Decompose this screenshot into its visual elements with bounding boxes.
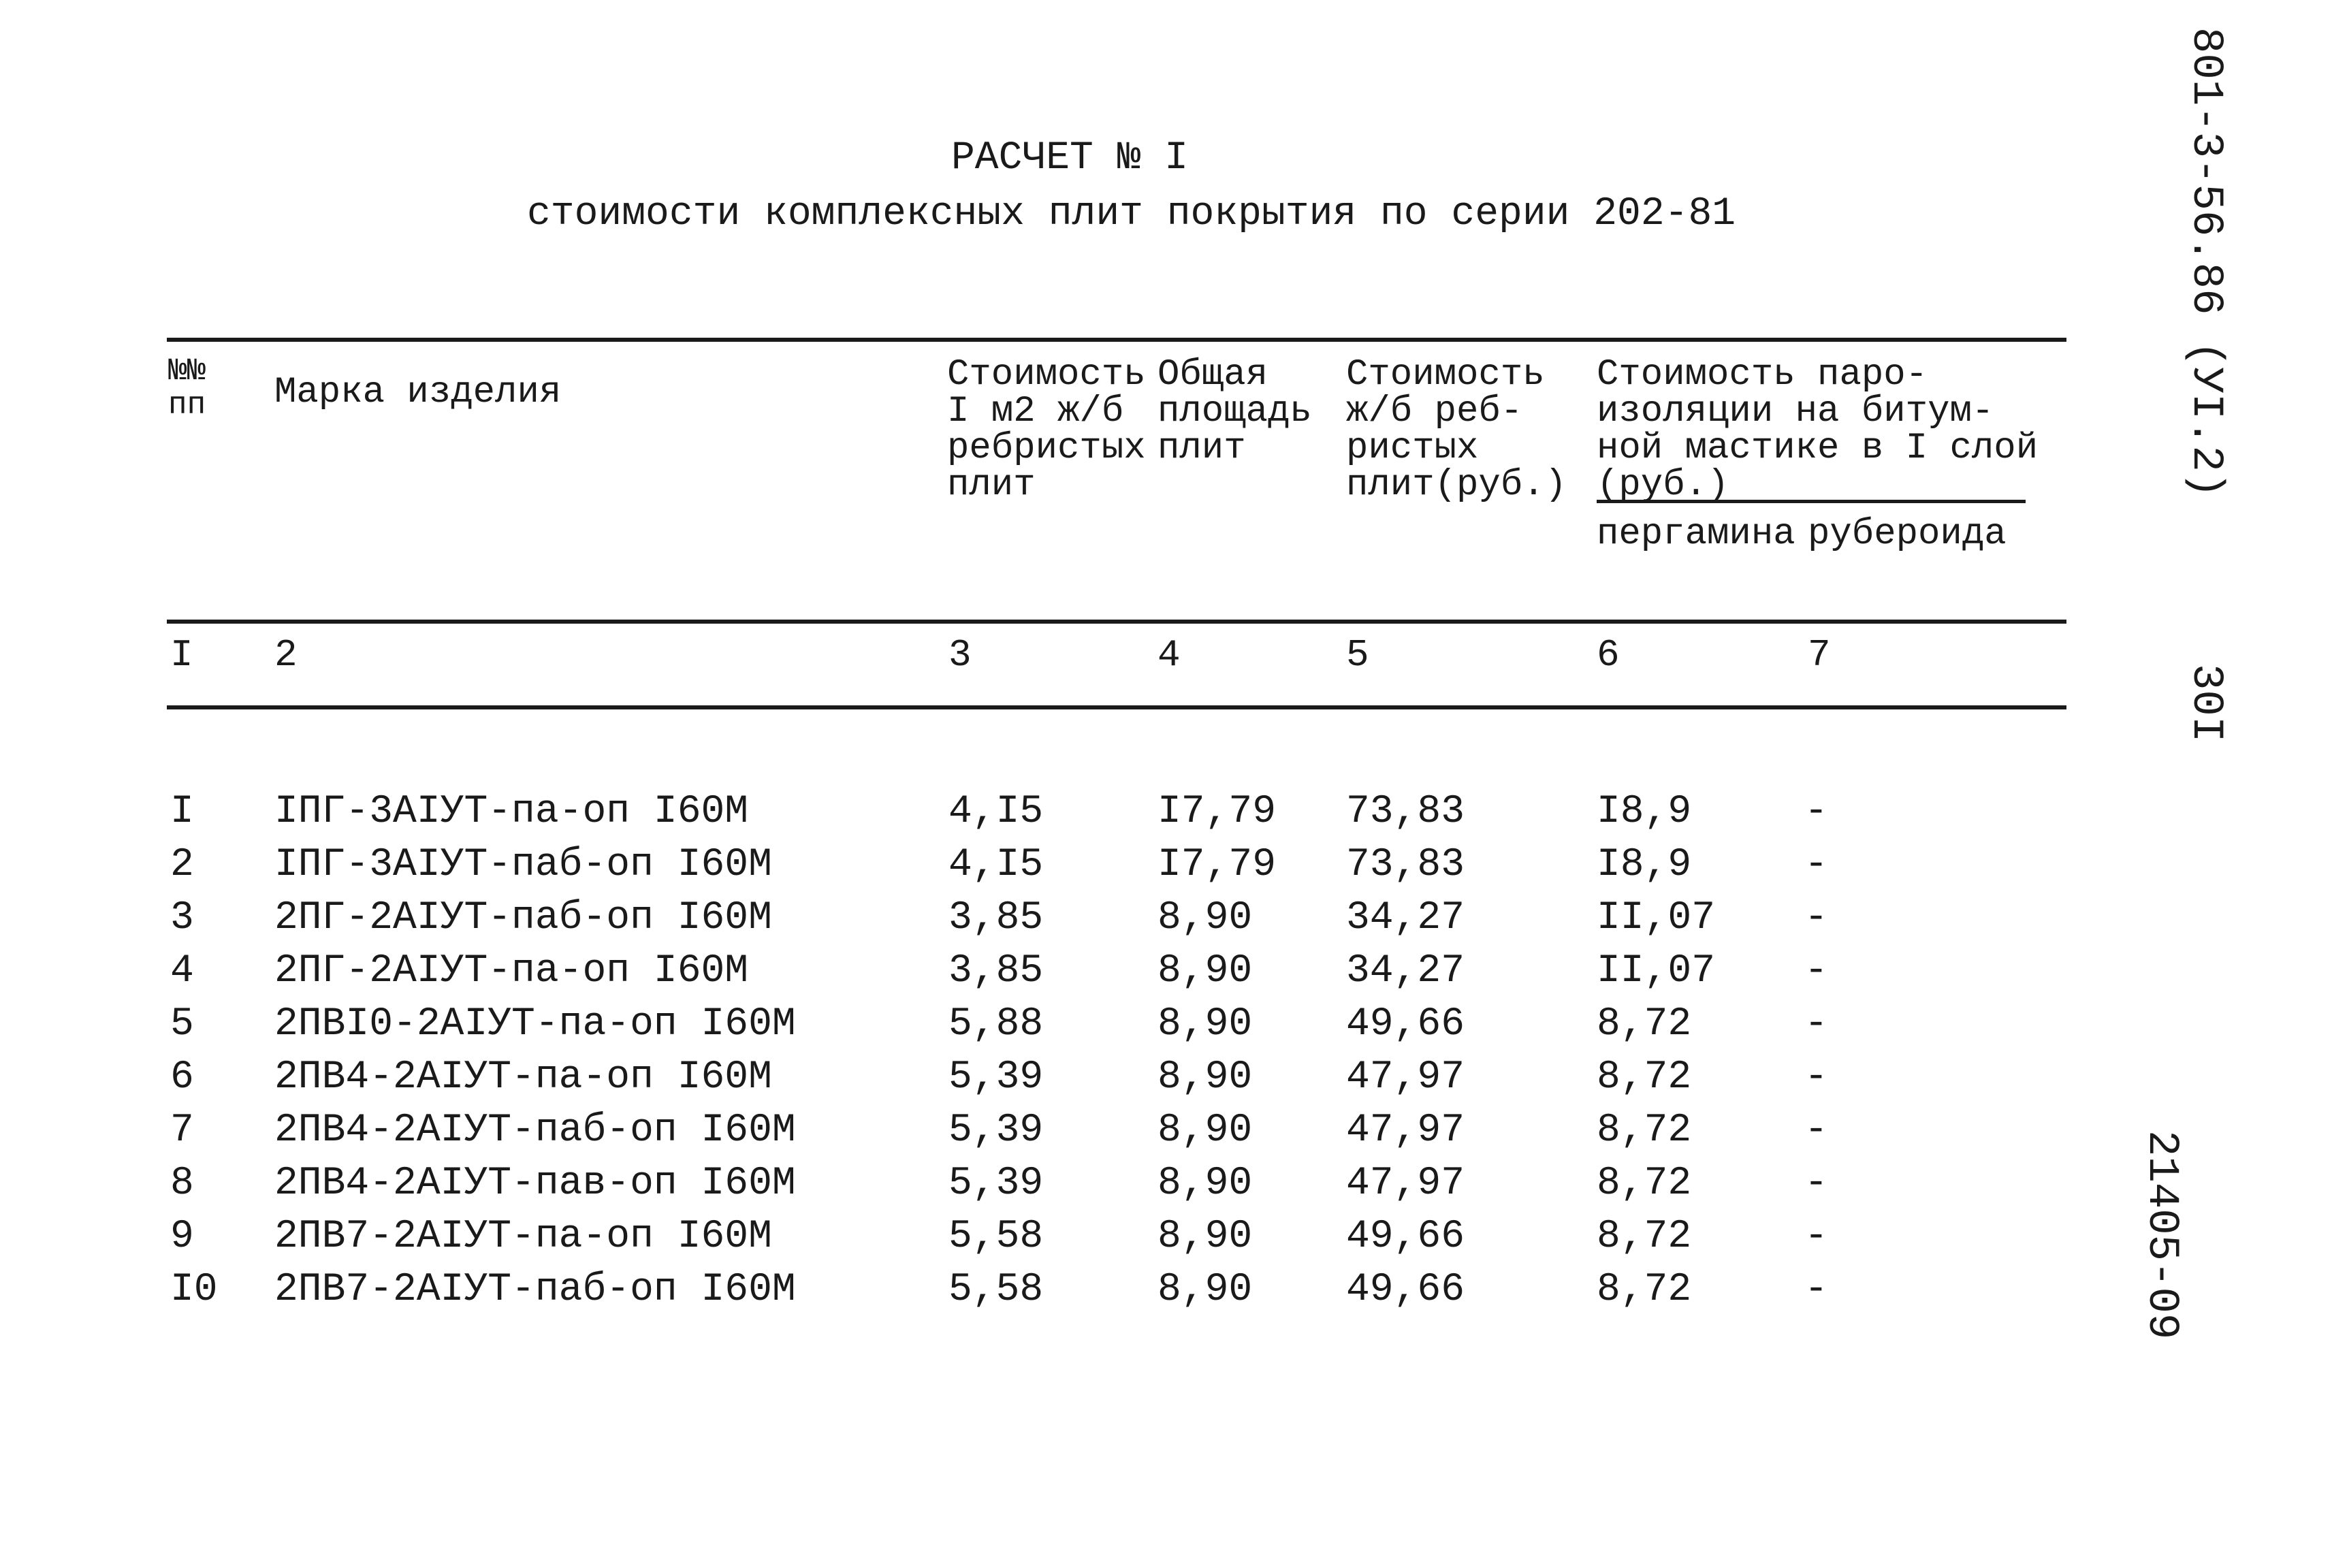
pergamin-cost: II,07 bbox=[1597, 896, 1716, 940]
plates-cost: 47,97 bbox=[1346, 1162, 1465, 1206]
product-mark: 2ПВ7-2АIУТ-паб-оп I60М bbox=[274, 1268, 796, 1312]
pergamin-cost: 8,72 bbox=[1597, 1162, 1692, 1206]
column-number: 7 bbox=[1808, 633, 1831, 677]
product-mark: 2ПВ4-2АIУТ-пав-оп I60М bbox=[274, 1162, 796, 1206]
column-number: I bbox=[170, 633, 193, 677]
column-number: 6 bbox=[1597, 633, 1620, 677]
document-title: РАСЧЕТ № I bbox=[951, 136, 1189, 180]
cost-per-m2: 3,85 bbox=[948, 949, 1044, 993]
pergamin-cost: 8,72 bbox=[1597, 1055, 1692, 1100]
pergamin-cost: 8,72 bbox=[1597, 1002, 1692, 1046]
plates-cost: 47,97 bbox=[1346, 1055, 1465, 1100]
ruberoid-cost: - bbox=[1804, 1268, 1828, 1312]
product-mark: 2ПВ4-2АIУТ-паб-оп I60М bbox=[274, 1108, 796, 1153]
row-number: 9 bbox=[170, 1215, 194, 1259]
plates-cost: 73,83 bbox=[1346, 790, 1465, 834]
header-plates-cost: Стоимость ж/б реб- ристых плит(руб.) bbox=[1346, 354, 1567, 506]
side-stamp-number: 21405-09 bbox=[2137, 1130, 2186, 1340]
product-mark: 2ПВ7-2АIУТ-па-оп I60М bbox=[274, 1215, 772, 1259]
product-mark: IПГ-3АIУТ-паб-оп I60М bbox=[274, 843, 772, 887]
subheader-ruberoid: рубероида bbox=[1808, 513, 2007, 555]
product-mark: 2ПВ4-2АIУТ-па-оп I60М bbox=[274, 1055, 772, 1100]
ruberoid-cost: - bbox=[1804, 1215, 1828, 1259]
column-number: 2 bbox=[274, 633, 298, 677]
pergamin-cost: II,07 bbox=[1597, 949, 1716, 993]
pergamin-cost: I8,9 bbox=[1597, 843, 1692, 887]
cost-per-m2: 5,58 bbox=[948, 1268, 1044, 1312]
header-total-area: Общая площадь плит bbox=[1157, 354, 1312, 469]
cost-per-m2: 4,I5 bbox=[948, 843, 1044, 887]
total-area: I7,79 bbox=[1157, 790, 1277, 834]
row-number: I bbox=[170, 790, 194, 834]
cost-per-m2: 4,I5 bbox=[948, 790, 1044, 834]
row-number: 7 bbox=[170, 1108, 194, 1153]
row-number: 2 bbox=[170, 843, 194, 887]
row-number: 3 bbox=[170, 896, 194, 940]
table-top-rule bbox=[167, 338, 2066, 342]
cost-per-m2: 5,39 bbox=[948, 1162, 1044, 1206]
ruberoid-cost: - bbox=[1804, 949, 1828, 993]
document-subtitle: стоимости комплексных плит покрытия по серии 202-81 bbox=[527, 192, 1736, 236]
ruberoid-cost: - bbox=[1804, 1162, 1828, 1206]
ruberoid-cost: - bbox=[1804, 1055, 1828, 1100]
header-vapor-barrier-cost: Стоимость паро- изоляции на битум- ной мастике в I слой (руб.) bbox=[1597, 354, 2039, 506]
cost-per-m2: 5,39 bbox=[948, 1055, 1044, 1100]
total-area: 8,90 bbox=[1157, 1268, 1253, 1312]
ruberoid-cost: - bbox=[1804, 1002, 1828, 1046]
plates-cost: 49,66 bbox=[1346, 1002, 1465, 1046]
pergamin-cost: I8,9 bbox=[1597, 790, 1692, 834]
side-document-code: 801-3-56.86 (УI.2) bbox=[2181, 27, 2230, 498]
ruberoid-cost: - bbox=[1804, 843, 1828, 887]
row-number: 4 bbox=[170, 949, 194, 993]
ruberoid-cost: - bbox=[1804, 896, 1828, 940]
plates-cost: 34,27 bbox=[1346, 896, 1465, 940]
total-area: 8,90 bbox=[1157, 1055, 1253, 1100]
total-area: 8,90 bbox=[1157, 1108, 1253, 1153]
column-number: 4 bbox=[1157, 633, 1181, 677]
header-product-mark: Марка изделия bbox=[274, 372, 562, 413]
product-mark: 2ПГ-2АIУТ-паб-оп I60М bbox=[274, 896, 772, 940]
total-area: 8,90 bbox=[1157, 949, 1253, 993]
pergamin-cost: 8,72 bbox=[1597, 1268, 1692, 1312]
plates-cost: 34,27 bbox=[1346, 949, 1465, 993]
cost-per-m2: 5,88 bbox=[948, 1002, 1044, 1046]
ruberoid-cost: - bbox=[1804, 1108, 1828, 1153]
plates-cost: 47,97 bbox=[1346, 1108, 1465, 1153]
column-numbers-rule bbox=[167, 705, 2066, 709]
header-row-number: №№ пп bbox=[168, 353, 206, 423]
product-mark: 2ПГ-2АIУТ-па-оп I60М bbox=[274, 949, 749, 993]
pergamin-cost: 8,72 bbox=[1597, 1215, 1692, 1259]
subheader-pergamin: пергамина bbox=[1597, 513, 1795, 555]
plates-cost: 49,66 bbox=[1346, 1268, 1465, 1312]
pergamin-cost: 8,72 bbox=[1597, 1108, 1692, 1153]
column-number: 3 bbox=[948, 633, 972, 677]
row-number: 5 bbox=[170, 1002, 194, 1046]
page-number: 30I bbox=[2181, 664, 2230, 743]
total-area: I7,79 bbox=[1157, 843, 1277, 887]
product-mark: 2ПВI0-2АIУТ-па-оп I60М bbox=[274, 1002, 796, 1046]
column-number: 5 bbox=[1346, 633, 1369, 677]
total-area: 8,90 bbox=[1157, 896, 1253, 940]
row-number: I0 bbox=[170, 1268, 218, 1312]
row-number: 6 bbox=[170, 1055, 194, 1100]
ruberoid-cost: - bbox=[1804, 790, 1828, 834]
cost-per-m2: 5,58 bbox=[948, 1215, 1044, 1259]
cost-per-m2: 5,39 bbox=[948, 1108, 1044, 1153]
cost-per-m2: 3,85 bbox=[948, 896, 1044, 940]
total-area: 8,90 bbox=[1157, 1215, 1253, 1259]
total-area: 8,90 bbox=[1157, 1002, 1253, 1046]
plates-cost: 73,83 bbox=[1346, 843, 1465, 887]
total-area: 8,90 bbox=[1157, 1162, 1253, 1206]
row-number: 8 bbox=[170, 1162, 194, 1206]
plates-cost: 49,66 bbox=[1346, 1215, 1465, 1259]
product-mark: IПГ-3АIУТ-па-оп I60М bbox=[274, 790, 749, 834]
header-bottom-rule bbox=[167, 620, 2066, 624]
header-cost-per-m2: Стоимость I м2 ж/б ребристых плит bbox=[947, 354, 1146, 506]
